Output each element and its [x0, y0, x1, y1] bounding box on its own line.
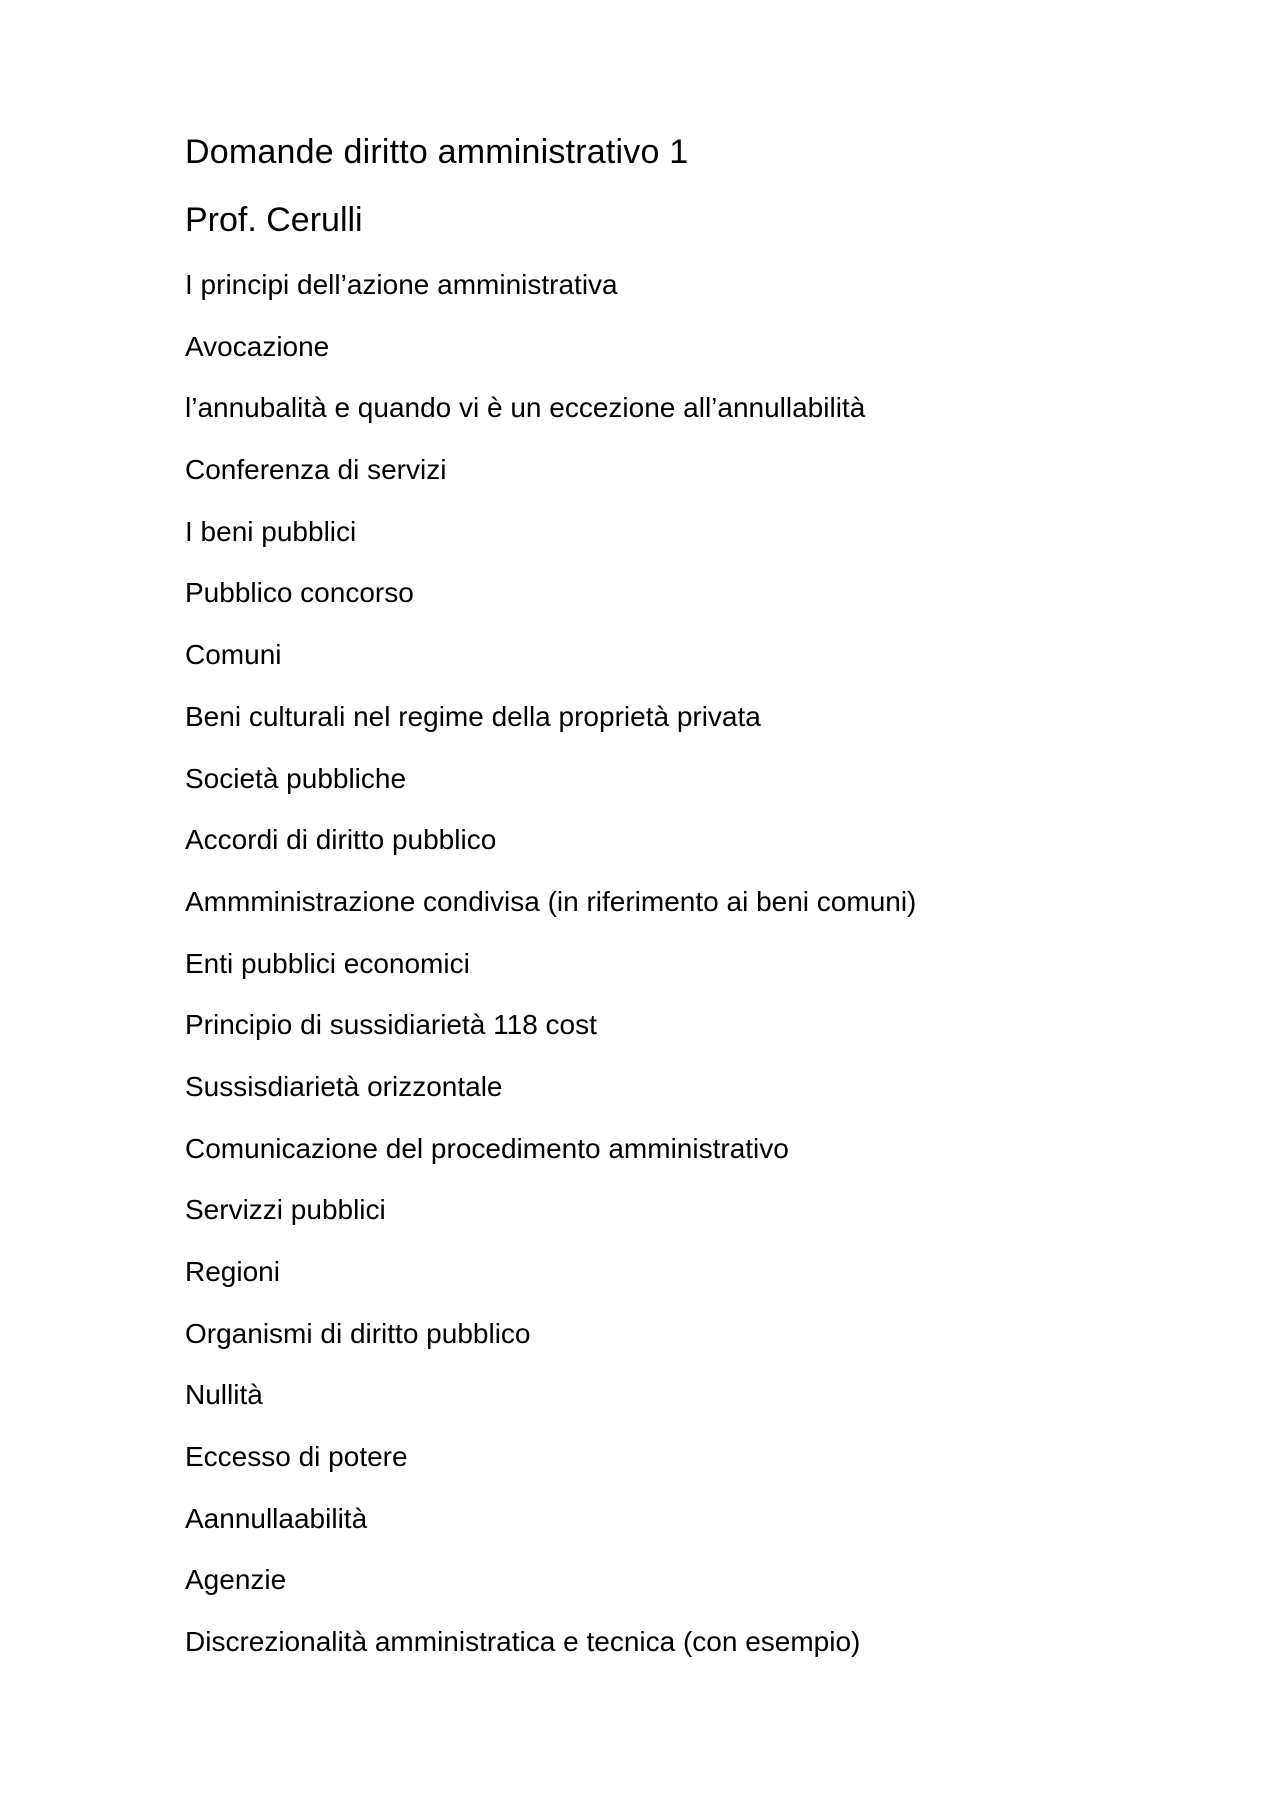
question-item: Organismi di diritto pubblico: [185, 1317, 531, 1349]
document-content: [185, 118, 1185, 1673]
question-list: [185, 254, 1185, 1673]
question-item: Aannullaabilità: [185, 1502, 368, 1534]
question-item: Avocazione: [185, 330, 330, 362]
question-item: Comunicazione del procedimento amministrativo: [185, 1132, 789, 1164]
document-subtitle: Prof. Cerulli: [185, 201, 363, 239]
document-title: Domande diritto amministrativo 1: [185, 133, 689, 171]
question-item: Pubblico concorso: [185, 577, 414, 609]
question-item: Ammministrazione condivisa (in riferimento ai beni comuni): [185, 885, 917, 917]
question-item: Società pubbliche: [185, 762, 407, 794]
question-item: I beni pubblici: [185, 515, 357, 547]
question-item: Conferenza di servizi: [185, 454, 447, 486]
question-item: Agenzie: [185, 1564, 287, 1596]
question-item: Principio di sussidiarietà 118 cost: [185, 1009, 597, 1041]
question-item: Beni culturali nel regime della proprietà privata: [185, 700, 761, 732]
question-item: l’annubalità e quando vi è un eccezione all’annullabilità: [185, 392, 866, 424]
question-item: Eccesso di potere: [185, 1441, 408, 1473]
question-item: Discrezionalità amministratica e tecnica (con esempio): [185, 1626, 861, 1658]
question-item: Accordi di diritto pubblico: [185, 824, 497, 856]
question-item: Comuni: [185, 639, 282, 671]
question-item: Nullità: [185, 1379, 263, 1411]
question-item: Enti pubblici economici: [185, 947, 470, 979]
question-item: Servizzi pubblici: [185, 1194, 386, 1226]
question-item: I principi dell’azione amministrativa: [185, 269, 618, 300]
question-item: Sussisdiarietà orizzontale: [185, 1070, 503, 1102]
question-item: Regioni: [185, 1256, 280, 1287]
